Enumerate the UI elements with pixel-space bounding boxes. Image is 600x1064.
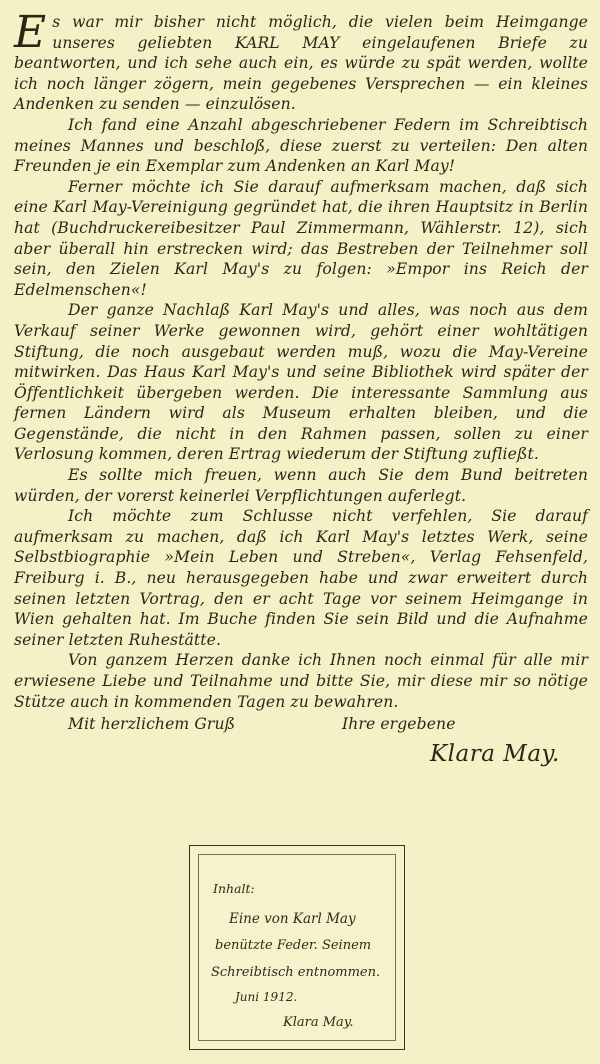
card-line-1: Eine von Karl May xyxy=(229,911,356,927)
card-line-date: Juni 1912. xyxy=(235,990,298,1004)
card-line-3: Schreibtisch entnommen. xyxy=(211,965,381,980)
greeting: Mit herzlichem Gruß xyxy=(68,715,236,734)
letter-paragraph-4: Der ganze Nachlaß Karl May's und alles, was noch aus dem Verkauf seiner Werke gewonnen wird, gehört einer wohltätigen Stiftung, die noch ausgebaut werden muß, wozu die May-Vereine mitwirken. Das Haus Karl May's und seine Bibliothek wird später der Öffentlichkeit übergeben werden. Die interessante Sammlung aus fernen Ländern wird als Museum erhalten bleiben, und die Gegenstände, die nicht in den Rahmen passen, sollen zu einer Verlosung kommen, deren Ertrag wiederum der Stiftung zufließt. xyxy=(14,301,588,464)
closing-row xyxy=(14,714,588,768)
closing-phrase: Ihre ergebene xyxy=(342,715,456,734)
letter-paragraph-1 xyxy=(14,7,588,115)
signature: Klara May. xyxy=(430,741,560,768)
letter-paragraph-3: Ferner möchte ich Sie darauf aufmerksam machen, daß sich eine Karl May-Vereinigung gegründet hat, die ihren Hauptsitz in Berlin hat (Buchdruckereibesitzer Paul Zimmermann, Wählerstr. 12), sich aber überall hin erstrecken wird; das Bestreben der Teilnehmer soll sein, den Zielen Karl May's zu folgen: »Empor ins Reich der Edelmenschen«! xyxy=(14,177,588,299)
letter-paragraph-2: Ich fand eine Anzahl abgeschriebener Federn im Schreibtisch meines Mannes und beschloß, diese zuerst zu verteilen: Den alten Freunden je ein Exemplar zum Andenken an Karl May! xyxy=(14,115,588,176)
card-inner-frame xyxy=(198,854,396,1041)
keepsake-card xyxy=(189,845,405,1050)
letter-paragraph-6: Ich möchte zum Schlusse nicht verfehlen, Sie darauf aufmerksam zu machen, daß ich Karl May's letztes Werk, seine Selbstbiographie »Mein Leben und Streben«, Verlag Fehsenfeld, Freiburg i. B., neu herausgegeben habe und zwar erweitert durch seinen letzten Vortrag, den er acht Tage vor seinem Heimgange in Wien gehalten hat. Im Buche finden Sie sein Bild und die Aufnahme seiner letzten Ruhestätte. xyxy=(14,507,588,649)
letter-paragraph-5: Es sollte mich freuen, wenn auch Sie dem Bund beitreten würden, der vorerst keinerlei Verpflichtungen auferlegt. xyxy=(14,466,588,505)
letter-paragraph-7: Von ganzem Herzen danke ich Ihnen noch einmal für alle mir erwiesene Liebe und Teilnahme und bitte Sie, mir diese mir so nötige Stütze auch in kommenden Tagen zu bewahren. xyxy=(14,651,588,711)
card-signature: Klara May. xyxy=(283,1015,354,1030)
paragraph-text: s war mir bisher nicht möglich, die vielen beim Heimgange unseres geliebten KARL MAY eingelaufenen Briefe zu beantworten, und ich sehe auch ein, es würde zu spät werden, wollte ich noch länger zögern, mein gegebenes Versprechen — ein kleines Andenken zu senden — einzulösen. xyxy=(14,13,588,114)
drop-cap: E xyxy=(14,7,47,58)
card-line-contents: Inhalt: xyxy=(213,881,255,896)
letter-body xyxy=(14,7,588,768)
card-line-2: benützte Feder. Seinem xyxy=(215,938,372,953)
